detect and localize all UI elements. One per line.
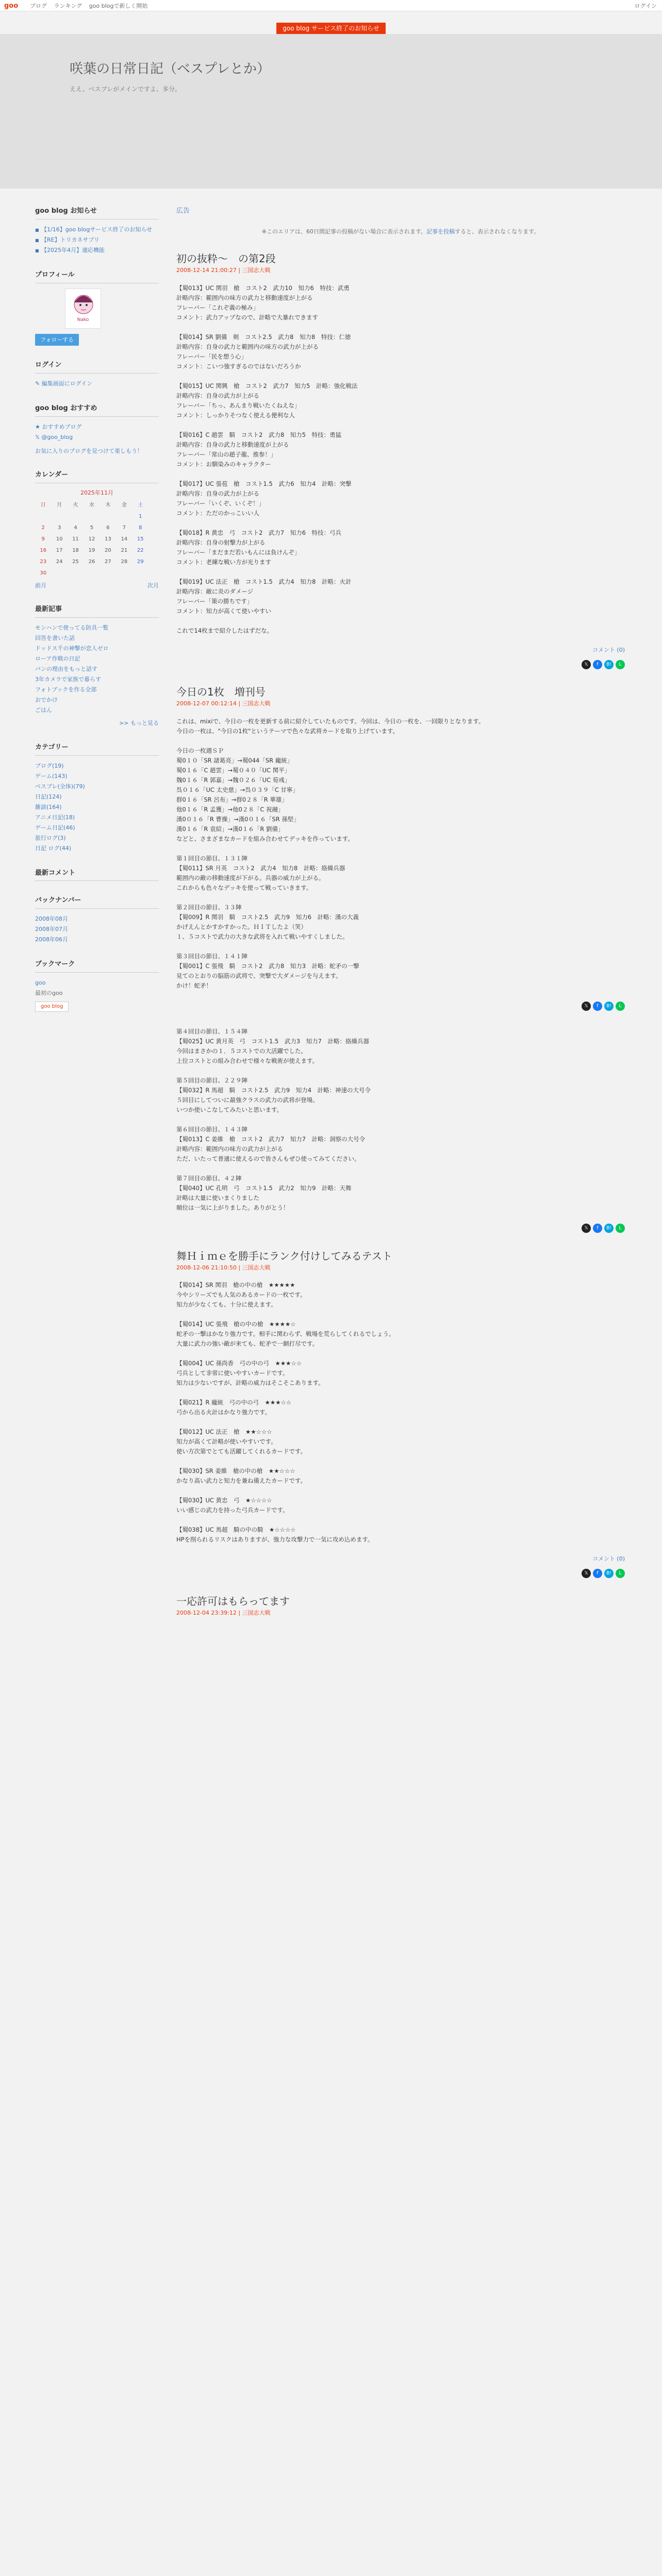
post-paragraph: これは、mixiで、今日の一枚を更新する前に紹介していたものです。今回は、今日の一枚を、一回限りとなります。 今日の一枚は、"今日の1枚"というテーマで色々な武将カードを取り上げています。: [176, 717, 485, 735]
calendar-day: 22: [137, 547, 144, 553]
blog-post: [176, 1249, 625, 1594]
calendar-day: 27: [105, 558, 111, 565]
calendar-day: 12: [88, 536, 95, 542]
share-buttons: [176, 1001, 625, 1011]
recent-post-link[interactable]: ドッドス千の神撃が恋人ゼロ: [35, 645, 109, 652]
calendar-day: 23: [40, 558, 47, 565]
recommend-item[interactable]: [35, 422, 159, 432]
post-paragraph: 第６回目の節目、１４３陣 【蜀013】C 姜維 槍 コスト2 武力7 知力7 計略：洞察の大号令 計略内容：範囲内の味方の武力が上がる ただ、いたって普通に使えるので皆さんもぜひ使ってみてください。: [176, 1125, 366, 1162]
post-paragraph: 【蜀013】UC 関羽 槍 コスト2 武力10 知力6 特技：武勇 計略内容：範囲内の味方の武力と移動速度が上がる フレーバー「これぞ義の極み」 コメント：武力アップなので、計略で大暴れできます: [176, 284, 350, 321]
calendar-weekday: 日: [40, 502, 46, 508]
category-heading: カテゴリー: [35, 742, 159, 756]
post-article-link[interactable]: 記事を投稿: [426, 228, 455, 235]
calendar-day: 4: [74, 524, 77, 531]
post-date[interactable]: 2008-12-14 21:00:27 | 三国志大戦: [176, 267, 271, 274]
calendar-table: [35, 500, 148, 579]
backnumber-heading: バックナンバー: [35, 895, 159, 909]
latest-comments-heading: 最新コメント: [35, 868, 159, 882]
pencil-icon: ✎: [35, 380, 42, 387]
post-body: [176, 1280, 625, 1545]
calendar-week-row: [35, 522, 148, 534]
category-link[interactable]: 日記(124): [35, 793, 62, 800]
line-share-icon[interactable]: L: [616, 660, 625, 669]
ad-notice: [176, 227, 625, 236]
calendar-day: 21: [121, 547, 128, 553]
post-paragraph: 【蜀018】R 黄忠 弓 コスト2 武力7 知力6 特技：弓兵 計略内容：自身の射撃力が上がる フレーバー「まだまだ若いもんには負けんぞ」 コメント：老練な戦い方が光ります: [176, 529, 342, 566]
share-buttons: [176, 1568, 625, 1579]
calendar-day: [100, 511, 116, 522]
calendar-day: [133, 568, 148, 579]
calendar-day: 25: [72, 558, 79, 565]
calendar-weekday: 金: [121, 502, 127, 508]
hatena-share-icon[interactable]: B!: [604, 1224, 614, 1233]
facebook-share-icon[interactable]: f: [593, 1224, 602, 1233]
top-nav-links: [30, 2, 153, 11]
recent-post-link[interactable]: ローア作戦の日記: [35, 655, 80, 663]
calendar-day: 15: [137, 536, 144, 542]
post-paragraph: 【蜀030】SR 姜維 槍の中の槍 ★★☆☆☆ かなり高い武力と知力を兼ね備えたカードです。: [176, 1467, 307, 1485]
facebook-share-icon[interactable]: f: [593, 1569, 602, 1578]
bookmark-item[interactable]: goo: [35, 979, 46, 986]
calendar-day: [68, 568, 84, 579]
post-title[interactable]: 今日の1枚 増刊号: [176, 686, 266, 699]
sidebar: [35, 206, 159, 1012]
post-paragraph: 【蜀014】SR 関羽 槍の中の槍 ★★★★★ 今やシリーズでも人気のあるカードの一枚です。 知力が少なくても、十分に使えます。: [176, 1281, 306, 1309]
post-paragraph: 【蜀017】UC 張苞 槍 コスト1.5 武力6 知力4 計略：突撃 計略内容：自身の武力が上がる フレーバー「いくぞ、いくぞ！」 コメント：ただのかっこいい人: [176, 480, 352, 517]
ad-notice-text-tail: すると、表示されなくなります。: [455, 228, 540, 235]
goo-notice-item[interactable]: ■ 【2025年4月】適応機能: [35, 245, 159, 256]
nav-link-ranking[interactable]: ランキング: [54, 3, 82, 9]
backnumber-link[interactable]: 2008年06月: [35, 936, 68, 943]
recommend-heading: goo blog おすすめ: [35, 403, 159, 417]
ad-label: 広告: [176, 207, 190, 215]
calendar-day: [116, 511, 132, 522]
calendar-day: 11: [72, 536, 79, 542]
calendar-nav: [35, 581, 159, 590]
recent-post-link[interactable]: おでかけ: [35, 697, 58, 704]
recommend-item-label: @goo_blog: [41, 433, 73, 440]
recent-post-link[interactable]: フォトブックを作る全部: [35, 686, 97, 693]
login-link[interactable]: ログイン: [634, 3, 657, 9]
bookmark-item[interactable]: 最初のgoo: [35, 989, 63, 996]
calendar-day: 17: [56, 547, 63, 553]
post-date[interactable]: 2008-12-07 00:12:14 | 三国志大戦: [176, 700, 271, 707]
backnumber-list: [35, 914, 159, 945]
top-navigation-bar: [0, 0, 662, 11]
x-share-icon[interactable]: 𝕏: [582, 1569, 591, 1578]
calendar-day: 10: [56, 536, 63, 542]
post-divider: [176, 1625, 625, 1641]
profile-heading: プロフィール: [35, 270, 159, 283]
category-link[interactable]: 雑談(164): [35, 803, 62, 810]
calendar-heading: カレンダー: [35, 470, 159, 483]
calendar-day: [68, 511, 84, 522]
line-share-icon[interactable]: L: [616, 1224, 625, 1233]
calendar-day: 5: [90, 524, 94, 531]
blog-title[interactable]: 咲葉の日常日記（ベスプレとか）: [70, 61, 270, 77]
blog-post: [176, 1594, 625, 1641]
post-paragraph: 【蜀019】UC 法正 槍 コスト1.5 武力4 知力8 計略：火計 計略内容：敵に炎のダメージ フレーバー「策の勝ちです」 コメント：知力が高くて使いやすい: [176, 578, 352, 615]
post-paragraph: 第５回目の節目、２２９陣 【蜀032】R 馬超 騎 コスト2.5 武力9 知力4 計略：神速の大号令 ５回目にしてついに最強クラスの武力の武将が登場。 いつか使いこなしてみたいと思います。: [176, 1076, 371, 1113]
comment-link[interactable]: コメント (0): [592, 1555, 625, 1563]
recent-post-link[interactable]: 3年カメラで家族で暮らす: [35, 676, 101, 683]
nav-link-start[interactable]: goo blogで新しく開始: [89, 3, 148, 9]
login-list: [35, 379, 159, 389]
blog-post: [176, 1027, 625, 1249]
calendar-day: 1: [139, 513, 142, 519]
calendar-day: 13: [105, 536, 111, 542]
goo-logo[interactable]: goo: [4, 2, 19, 10]
calendar-day: 6: [106, 524, 110, 531]
goo-notice-item[interactable]: ■ 【RE】トリカネサプリ: [35, 235, 159, 245]
category-link[interactable]: ベスプレ(全体)(79): [35, 783, 85, 790]
calendar-weekday: 水: [89, 502, 94, 508]
recent-posts-list: [35, 623, 159, 716]
blog-post: [176, 251, 625, 685]
recommend-item-label: おすすめブログ: [42, 423, 82, 430]
category-link[interactable]: ゲーム(143): [35, 772, 68, 779]
calendar-week-row: [35, 568, 148, 579]
x-share-icon[interactable]: 𝕏: [582, 660, 591, 669]
line-share-icon[interactable]: L: [616, 1002, 625, 1011]
calendar-day: [100, 568, 116, 579]
post-list: [176, 251, 625, 1641]
blog-description: ええ、ベスプレがメインですよ、多分。: [70, 86, 181, 93]
calendar-day: [51, 511, 67, 522]
calendar-day: 7: [122, 524, 126, 531]
goo-notice-heading: goo blog お知らせ: [35, 206, 159, 219]
post-title[interactable]: 舞Ｈｉｍｅを勝手にランク付けしてみるテスト: [176, 1249, 392, 1262]
post-closing: これで14枚まで紹介したはずだな。: [176, 626, 273, 634]
category-link[interactable]: 日記 ログ(44): [35, 844, 72, 852]
calendar-day: 29: [137, 558, 144, 565]
recent-post-link[interactable]: バンの理由をもっと話す: [35, 666, 97, 673]
backnumber-link[interactable]: 2008年08月: [35, 916, 68, 923]
calendar-week-row: [35, 545, 148, 556]
recent-post-link[interactable]: 回答を書いた話: [35, 635, 75, 642]
facebook-share-icon[interactable]: f: [593, 660, 602, 669]
category-list: [35, 761, 159, 854]
calendar-day: 14: [121, 536, 128, 542]
goo-notice-item[interactable]: ■ 【1/16】goo blogサービス終了のお知らせ: [35, 225, 159, 235]
calendar-day: [84, 511, 100, 522]
post-body: [176, 1027, 625, 1213]
calendar-weekday: 月: [57, 502, 62, 508]
calendar-day: [51, 568, 67, 579]
calendar-weekday: 火: [73, 502, 78, 508]
hatena-share-icon[interactable]: B!: [604, 1569, 614, 1578]
post-paragraph: 【蜀014】SR 劉備 剣 コスト2.5 武力8 知力8 特技：仁徳 計略内容：自身の武力と範囲内の味方の武力が上がる フレーバー「民を想う心」 コメント：こいつ強すぎるのではないだろうか: [176, 333, 351, 370]
login-heading: ログイン: [35, 360, 159, 374]
share-buttons: [176, 1223, 625, 1233]
post-paragraph: 【蜀038】UC 馬超 騎の中の騎 ★☆☆☆☆ HPを削られるリスクはありますが、強力な攻撃力で一気に攻め込めます。: [176, 1526, 374, 1544]
post-paragraph: 第３回目の節目、１４１陣 【蜀001】C 張飛 騎 コスト2 武力8 知力3 計略：蛇矛の一撃 見てのとおりの脳筋の武将で、突撃で大ダメージを与えます。 かけ！蛇矛！: [176, 952, 359, 989]
calendar-week-row: [35, 511, 148, 522]
post-paragraph: 【蜀004】UC 孫尚香 弓の中の弓 ★★★☆☆ 弓兵として非常に使いやすいカードです。 知力は少ないですが、計略の威力はそこそこあります。: [176, 1360, 324, 1387]
post-body: [176, 717, 625, 991]
calendar-day: [35, 511, 51, 522]
x-share-icon[interactable]: 𝕏: [582, 1002, 591, 1011]
post-paragraph: 【蜀016】C 趙雲 騎 コスト2 武力8 知力5 特技：勇猛 計略内容：自身の武力と移動速度が上がる フレーバー「常山の趙子龍、推参！」 コメント：お馴染みのキャラクター: [176, 431, 342, 468]
post-paragraph: 第１回目の節目、１３１陣 【蜀011】SR 月英 コスト2 武力4 知力8 計略：絡繰兵器 範囲内の敵の移動速度が下がる。兵器の威力が上がる。 これからも色々なデッキを使って戦っていきます。: [176, 854, 345, 891]
blog-header: [0, 34, 662, 189]
calendar-day: 16: [40, 547, 47, 553]
post-paragraph: 【蜀012】UC 法正 槍 ★★☆☆☆ 知力が高くて計略が使いやすいです。 使い方次第でとても活躍してくれるカードです。: [176, 1428, 307, 1455]
nav-link-blog[interactable]: ブログ: [30, 3, 47, 9]
bookmark-list: [35, 978, 159, 998]
calendar-week-row: [35, 556, 148, 568]
post-date[interactable]: 2008-12-04 23:39:12 | 三国志大戦: [176, 1609, 271, 1616]
calendar-day: 18: [72, 547, 79, 553]
calendar-day: [116, 568, 132, 579]
goo-blog-badge[interactable]: goo blog: [35, 1002, 69, 1012]
post-divider: [176, 1579, 625, 1594]
recommend-item[interactable]: [35, 432, 159, 443]
calendar-month: 2025年11月: [80, 489, 113, 497]
main-content: [176, 206, 625, 1641]
edit-login-link[interactable]: [35, 379, 159, 389]
calendar-day: 8: [139, 524, 142, 531]
edit-login-label: 編集画面にログイン: [41, 380, 93, 387]
post-divider: [176, 669, 625, 685]
category-link[interactable]: アニメ日記(18): [35, 814, 75, 821]
goo-notice-list: [35, 225, 159, 256]
calendar-week-row: [35, 534, 148, 545]
star-icon: ★: [35, 423, 42, 430]
calendar-next-link[interactable]: 次月: [147, 582, 159, 589]
category-link[interactable]: 旅行ログ(3): [35, 834, 66, 841]
service-notice: [0, 23, 662, 35]
calendar-day: 24: [56, 558, 63, 565]
calendar-weekday: 土: [138, 502, 143, 508]
post-title[interactable]: 初の抜粋〜 の第2段: [176, 252, 276, 265]
post-paragraph: 今日の一枚週ＳＰ 蜀0１０「SR 諸葛亮」→蜀044「SR 龐統」 蜀0１６「C 趙雲」→蜀０４０「UC 関平」 魏0１６「R 郭嘉」→魏０２６「UC 荀彧」 呉０１６「UC 太史慈」→呉０３９「C 甘寧」 群0１６「SR 呂布」→群0２８「R 華雄」 他0１６「R 孟獲」→他0２８「C 祝融」 漢0０１６「R 曹操」→漢0０１６「SR 孫堅」 漢0１６「R 袁紹」→漢0１６「R 劉備」 などと、さまざまなカードを組み合わせてデッキを作っています。: [176, 747, 354, 842]
calendar-day: 9: [41, 536, 45, 542]
post-paragraph: 【蜀021】R 龐統 弓の中の弓 ★★★☆☆ 弓から出る火計はかなり強力です。: [176, 1399, 292, 1416]
hatena-share-icon[interactable]: B!: [604, 1002, 614, 1011]
category-link[interactable]: ゲーム日記(46): [35, 824, 75, 831]
category-link[interactable]: ブログ(19): [35, 762, 64, 769]
recent-post-link[interactable]: ごはん: [35, 707, 52, 714]
calendar-day: 28: [121, 558, 128, 565]
post-divider: [176, 1011, 625, 1027]
line-share-icon[interactable]: L: [616, 1569, 625, 1578]
post-paragraph: 【蜀015】UC 関興 槍 コスト2 武力7 知力5 計略：強化戦法 計略内容：自身の武力が上がる フレーバー「ちっ、あんまり戦いたくねえな」 コメント：しっかりそつなく使える便利な人: [176, 382, 358, 419]
profile-avatar[interactable]: [65, 289, 101, 329]
recent-more-link[interactable]: >> もっと見る: [119, 720, 159, 727]
calendar-day: 2: [41, 524, 45, 531]
blog-post: [176, 685, 625, 1026]
comment-link[interactable]: コメント (0): [592, 646, 625, 653]
calendar-weekday: 木: [105, 502, 111, 508]
recent-post-link[interactable]: モンハンで使ってる防具一覧: [35, 624, 109, 632]
post-paragraph: 【蜀014】UC 張飛 槍の中の槍 ★★★★☆ 蛇矛の一撃はかなり強力です。相手に関わらず、戦場を荒らしてくれるでしょう。 大量に武力の強い敵が来ても、蛇矛で一網打尽です。: [176, 1320, 395, 1348]
post-title[interactable]: 一応許可はもらってます: [176, 1595, 290, 1607]
follow-button[interactable]: フォローする: [35, 334, 79, 346]
share-buttons: [176, 659, 625, 670]
calendar-day: 20: [105, 547, 111, 553]
backnumber-link[interactable]: 2008年07月: [35, 926, 68, 933]
calendar-day: 30: [40, 570, 47, 576]
recent-posts-heading: 最新記事: [35, 604, 159, 618]
hatena-share-icon[interactable]: B!: [604, 660, 614, 669]
recommend-list: [35, 422, 159, 443]
profile-name: Nako: [77, 317, 89, 323]
post-paragraph: 第４回目の節目、１５４陣 【蜀025】UC 黄月英 弓 コスト1.5 武力3 知力7 計略：絡繰兵器 今回はまさかの１．５コストでの大活躍でした。 上位コストとの組み合わせで様々な戦術が使えます。: [176, 1027, 369, 1064]
calendar-day: 19: [88, 547, 95, 553]
recommend-text[interactable]: お気に入りのブログを見つけて楽しもう！: [35, 447, 143, 454]
post-paragraph: 第７回目の節目、４２陣 【蜀040】UC 孔明 弓 コスト1.5 武力2 知力9 計略：天舞 計略は大量に使いまくりました 順位は一気に上がりました。ありがとう！: [176, 1174, 352, 1211]
facebook-share-icon[interactable]: f: [593, 1002, 602, 1011]
post-date[interactable]: 2008-12-06 21:10:50 | 三国志大戦: [176, 1264, 271, 1271]
calendar-day: 26: [88, 558, 95, 565]
calendar-day: [84, 568, 100, 579]
calendar-prev-link[interactable]: 前月: [35, 582, 46, 589]
post-paragraph: 第２回目の節目、３３陣 【蜀009】R 関羽 騎 コスト2.5 武力9 知力6 計略：漢の大義 かげえんとかすかすかった。ＨＩＴしたよ（笑） １、５コストで武力の大きな武将を入れて戦いやすくしました。: [176, 903, 359, 940]
twitter-icon: 𝕏: [35, 433, 42, 440]
post-divider: [176, 1233, 625, 1249]
bookmark-heading: ブックマーク: [35, 959, 159, 973]
calendar-day: 3: [57, 524, 61, 531]
post-body: [176, 283, 625, 636]
service-end-notice-link[interactable]: goo blog サービス終了のお知らせ: [276, 23, 385, 34]
ad-notice-text: ※このエリアは、60日間記事の投稿がない場合に表示されます。: [261, 228, 427, 235]
x-share-icon[interactable]: 𝕏: [582, 1224, 591, 1233]
post-paragraph: 【蜀030】UC 黄忠 弓 ★☆☆☆☆ いい感じの武力を持った弓兵カードです。: [176, 1497, 289, 1514]
